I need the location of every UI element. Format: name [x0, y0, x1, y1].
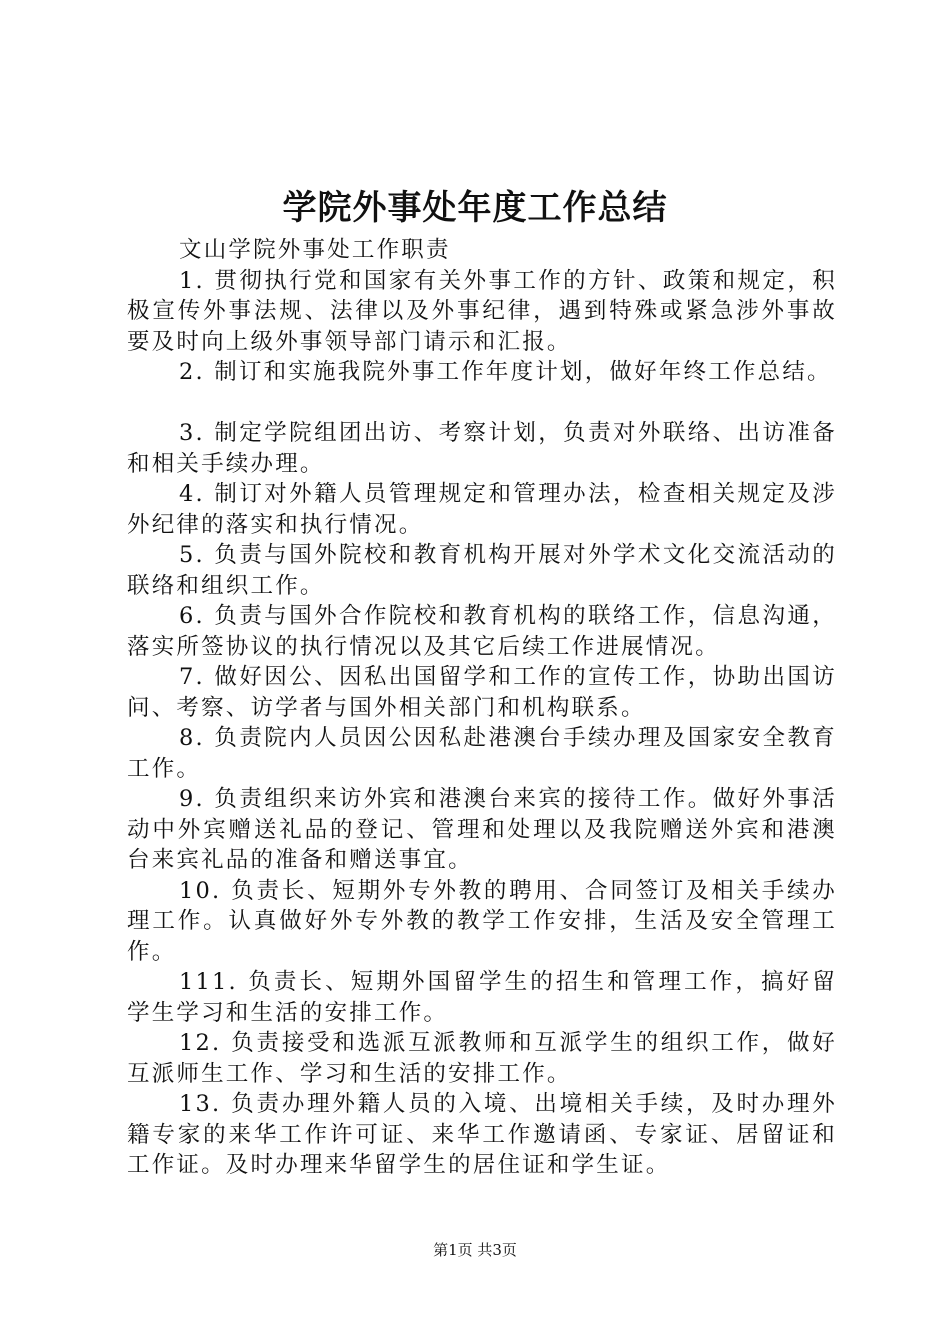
duty-item-10: 10. 负责长、短期外专外教的聘用、合同签订及相关手续办理工作。认真做好外专外教的教学工作安排，生活及安全管理工作。 [127, 877, 837, 965]
blank-line [127, 388, 837, 419]
duty-item-4: 4. 制订对外籍人员管理规定和管理办法，检查相关规定及涉外纪律的落实和执行情况。 [127, 481, 837, 538]
duty-item-8: 8. 负责院内人员因公因私赴港澳台手续办理及国家安全教育工作。 [127, 725, 837, 782]
duty-item-13: 13. 负责办理外籍人员的入境、出境相关手续，及时办理外籍专家的来华工作许可证、来华工作邀请函、专家证、居留证和工作证。及时办理来华留学生的居住证和学生证。 [127, 1091, 837, 1178]
page-number-footer: 第1页 共3页 [433, 1241, 517, 1259]
duty-item-6: 6. 负责与国外合作院校和教育机构的联络工作，信息沟通，落实所签协议的执行情况以及其它后续工作进展情况。 [127, 603, 837, 660]
section-heading: 文山学院外事处工作职责 [179, 237, 451, 263]
duty-item-9: 9. 负责组织来访外宾和港澳台来宾的接待工作。做好外事活动中外宾赠送礼品的登记、管理和处理以及我院赠送外宾和港澳台来宾礼品的准备和赠送事宜。 [127, 786, 837, 873]
duty-item-7: 7. 做好因公、因私出国留学和工作的宣传工作，协助出国访问、考察、访学者与国外相关部门和机构联系。 [127, 664, 837, 721]
duty-item-5: 5. 负责与国外院校和教育机构开展对外学术文化交流活动的联络和组织工作。 [127, 542, 837, 599]
document-title: 学院外事处年度工作总结 [282, 188, 668, 228]
duty-item-3: 3. 制定学院组团出访、考察计划，负责对外联络、出访准备和相关手续办理。 [127, 420, 837, 477]
duty-item-11: 111. 负责长、短期外国留学生的招生和管理工作，搞好留学生学习和生活的安排工作。 [127, 969, 837, 1026]
document-body [127, 235, 837, 1181]
duty-item-1: 1. 贯彻执行党和国家有关外事工作的方针、政策和规定，积极宣传外事法规、法律以及外事纪律，遇到特殊或紧急涉外事故要及时向上级外事领导部门请示和汇报。 [127, 267, 837, 355]
duty-item-2: 2. 制订和实施我院外事工作年度计划，做好年终工作总结。 [179, 359, 832, 385]
duty-item-12: 12. 负责接受和选派互派教师和互派学生的组织工作，做好互派师生工作、学习和生活的安排工作。 [127, 1030, 837, 1087]
